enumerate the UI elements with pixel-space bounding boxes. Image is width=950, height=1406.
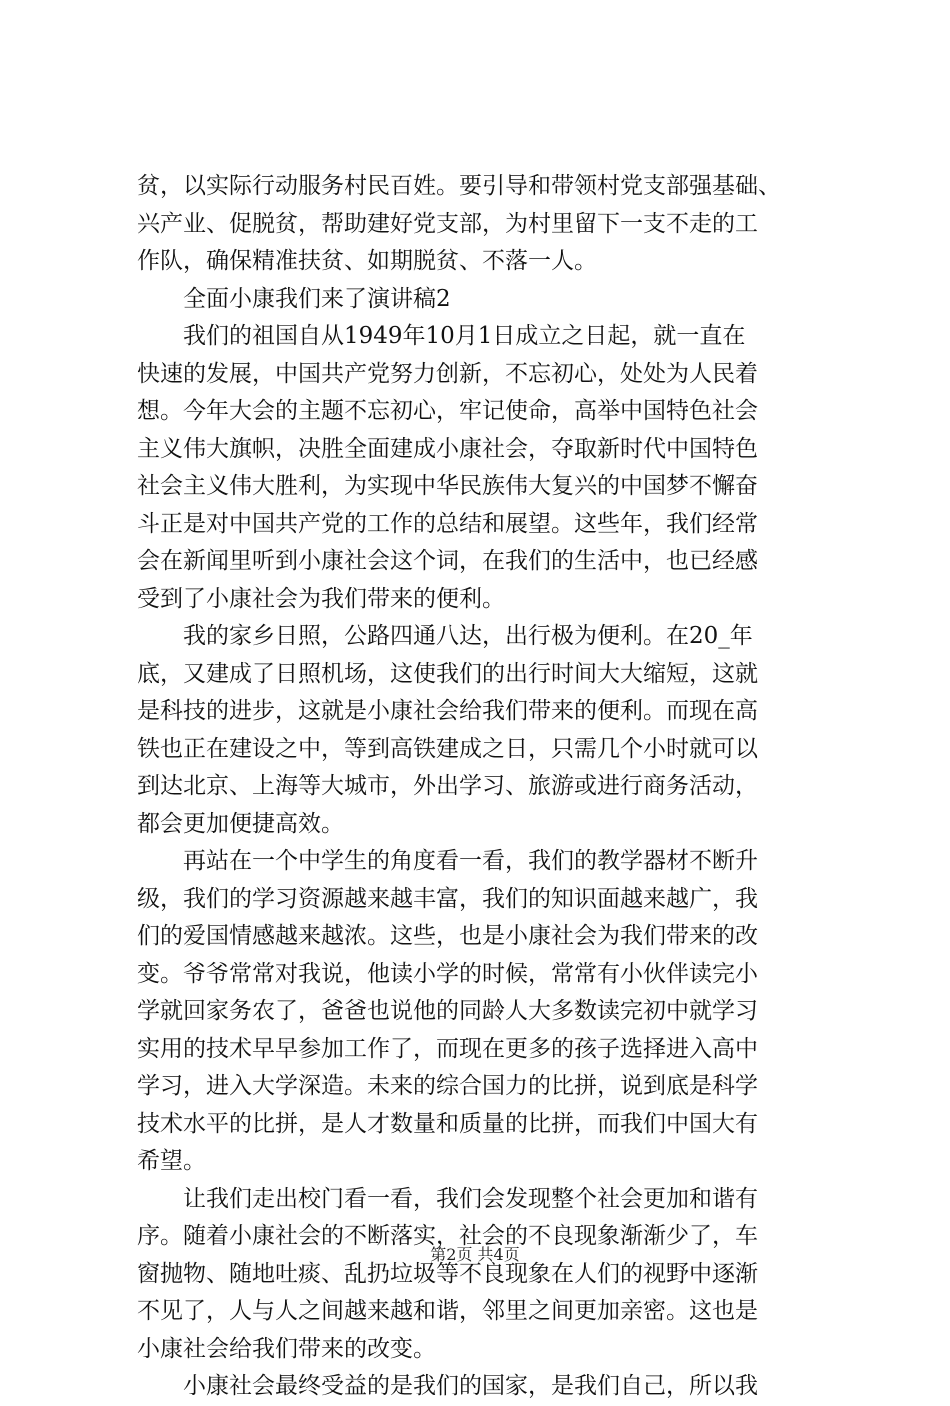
text-line: 想。今年大会的主题不忘初心，牢记使命，高举中国特色社会 xyxy=(137,398,758,424)
text-line: 实用的技术早早参加工作了，而现在更多的孩子选择进入高中 xyxy=(137,1035,758,1062)
text-line: 铁也正在建设之中，等到高铁建成之日，只需几个小时就可以 xyxy=(137,735,758,762)
text-line: 受到了小康社会为我们带来的便利。 xyxy=(137,585,505,612)
text-line: 小康社会最终受益的是我们的国家，是我们自己，所以我 xyxy=(183,1373,758,1399)
text-line: 贫，以实际行动服务村民百姓。要引导和带领村党支部强基础、 xyxy=(137,173,781,199)
text-line: 窗抛物、随地吐痰、乱扔垃圾等不良现象在人们的视野中逐渐 xyxy=(137,1260,758,1287)
text-line: 是科技的进步，这就是小康社会给我们带来的便利。而现在高 xyxy=(137,698,758,724)
text-line: 我的家乡日照，公路四通八达，出行极为便利。在20_年 xyxy=(183,623,753,649)
text-line: 学就回家务农了，爸爸也说他的同龄人大多数读完初中就学习 xyxy=(137,998,758,1024)
text-line: 底，又建成了日照机场，这使我们的出行时间大大缩短，这就 xyxy=(137,660,758,687)
text-line: 希望。 xyxy=(137,1148,206,1174)
text-line: 我们的祖国自从1949年10月1日成立之日起，就一直在 xyxy=(183,323,746,349)
text-line: 主义伟大旗帜，决胜全面建成小康社会，夺取新时代中国特色 xyxy=(137,435,758,462)
text-line: 学习，进入大学深造。未来的综合国力的比拼，说到底是科学 xyxy=(137,1073,758,1099)
text-line: 技术水平的比拼，是人才数量和质量的比拼，而我们中国大有 xyxy=(137,1110,758,1137)
text-line: 再站在一个中学生的角度看一看，我们的教学器材不断升 xyxy=(183,848,758,874)
text-line: 斗正是对中国共产党的工作的总结和展望。这些年，我们经常 xyxy=(137,510,758,537)
text-line: 序。随着小康社会的不断落实，社会的不良现象渐渐少了，车 xyxy=(137,1223,758,1249)
text-line: 兴产业、促脱贫，帮助建好党支部，为村里留下一支不走的工 xyxy=(137,210,758,237)
text-line: 不见了，人与人之间越来越和谐，邻里之间更加亲密。这也是 xyxy=(137,1298,758,1324)
text-line: 们的爱国情感越来越浓。这些，也是小康社会为我们带来的改 xyxy=(137,923,758,949)
text-line: 作队，确保精准扶贫、如期脱贫、不落一人。 xyxy=(137,248,597,274)
text-line: 变。爷爷常常对我说，他读小学的时候，常常有小伙伴读完小 xyxy=(137,960,758,987)
text-line: 级，我们的学习资源越来越丰富，我们的知识面越来越广，我 xyxy=(137,885,758,912)
text-line: 快速的发展，中国共产党努力创新，不忘初心，处处为人民着 xyxy=(137,360,758,387)
page-number-footer: 第2页 共4页 xyxy=(430,1245,520,1264)
text-line: 让我们走出校门看一看，我们会发现整个社会更加和谐有 xyxy=(183,1185,758,1212)
document-body xyxy=(137,168,837,1406)
text-line: 都会更加便捷高效。 xyxy=(137,810,344,837)
text-line: 会在新闻里听到小康社会这个词，在我们的生活中，也已经感 xyxy=(137,548,758,574)
text-line: 社会主义伟大胜利，为实现中华民族伟大复兴的中国梦不懈奋 xyxy=(137,473,758,499)
text-line: 到达北京、上海等大城市，外出学习、旅游或进行商务活动， xyxy=(137,773,758,799)
text-line: 小康社会给我们带来的改变。 xyxy=(137,1335,436,1362)
section-heading: 全面小康我们来了演讲稿2 xyxy=(183,285,451,312)
